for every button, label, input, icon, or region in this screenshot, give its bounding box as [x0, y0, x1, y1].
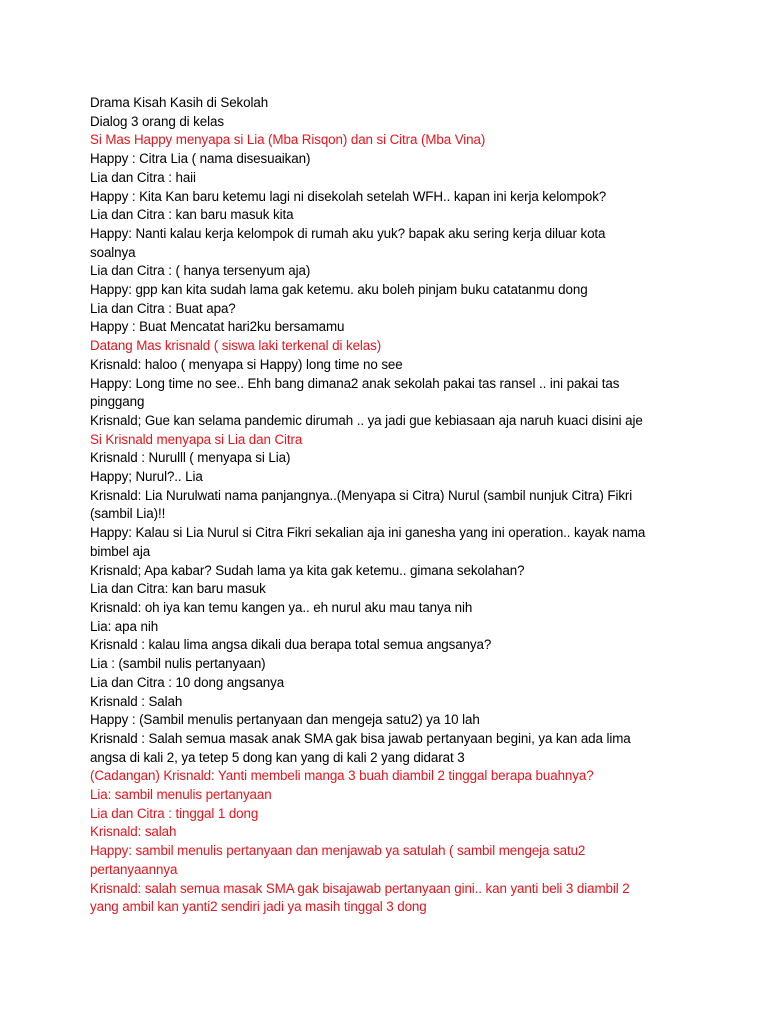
dialog-line: Happy : (Sambil menulis pertanyaan dan mengeja satu2) ya 10 lah	[90, 712, 480, 728]
dialog-line: Krisnald : Salah semua masak anak SMA gak bisa jawab pertanyaan begini, ya kan ada lima	[90, 730, 631, 746]
dialog-line: Krisnald: haloo ( menyapa si Happy) long time no see	[90, 356, 403, 372]
dialog-line: Lia dan Citra : haii	[90, 169, 196, 185]
stage-direction-line: Krisnald: salah semua masak SMA gak bisajawab pertanyaan gini.. kan yanti beli 3 diambil 2	[90, 880, 630, 896]
dialog-line: Krisnald; Gue kan selama pandemic dirumah .. ya jadi gue kebiasaan aja naruh kuaci disini aje	[90, 412, 643, 428]
dialog-line: Drama Kisah Kasih di Sekolah	[90, 95, 269, 110]
dialog-line: Lia : (sambil nulis pertanyaan)	[90, 656, 266, 672]
stage-direction-line: Si Krisnald menyapa si Lia dan Citra	[90, 431, 303, 447]
dialog-line: Lia dan Citra : ( hanya tersenyum aja)	[90, 263, 311, 279]
dialog-line: Happy: gpp kan kita sudah lama gak ketemu. aku boleh pinjam buku catatanmu dong	[90, 282, 588, 298]
dialog-line: Happy : Kita Kan baru ketemu lagi ni disekolah setelah WFH.. kapan ini kerja kelompok?	[90, 188, 607, 204]
dialog-line: Happy; Nurul?.. Lia	[90, 469, 203, 485]
dialog-line: Happy: Nanti kalau kerja kelompok di rumah aku yuk? bapak aku sering kerja diluar kota	[90, 225, 606, 241]
stage-direction-line: Happy: sambil menulis pertanyaan dan menjawab ya satulah ( sambil mengeja satu2	[90, 843, 586, 859]
dialog-line: Lia dan Citra : kan baru masuk kita	[90, 207, 294, 223]
dialog-script	[90, 94, 690, 917]
stage-direction-line: (Cadangan) Krisnald: Yanti membeli manga 3 buah diambil 2 tinggal berapa buahnya?	[90, 768, 594, 784]
dialog-line: Happy: Kalau si Lia Nurul si Citra Fikri sekalian aja ini ganesha yang ini operation.. kayak nama	[90, 525, 646, 541]
dialog-line: angsa di kali 2, ya tetep 5 dong kan yang di kali 2 yang didarat 3	[90, 749, 465, 765]
stage-direction-line: Si Mas Happy menyapa si Lia (Mba Risqon) dan si Citra (Mba Vina)	[90, 132, 486, 148]
dialog-line: Lia dan Citra: kan baru masuk	[90, 581, 266, 597]
stage-direction-line: Lia: sambil menulis pertanyaan	[90, 787, 272, 803]
dialog-line: Krisnald: oh iya kan temu kangen ya.. eh nurul aku mau tanya nih	[90, 599, 473, 615]
dialog-line: Dialog 3 orang di kelas	[90, 113, 224, 129]
stage-direction-line: Datang Mas krisnald ( siswa laki terkenal di kelas)	[90, 338, 382, 354]
dialog-line: Lia: apa nih	[90, 618, 159, 634]
dialog-line: Happy : Citra Lia ( nama disesuaikan)	[90, 151, 311, 167]
dialog-line: Happy: Long time no see.. Ehh bang dimana2 anak sekolah pakai tas ransel .. ini pakai tas	[90, 375, 620, 391]
dialog-line: Lia dan Citra : 10 dong angsanya	[90, 674, 285, 690]
stage-direction-line: Lia dan Citra : tinggal 1 dong	[90, 805, 259, 821]
dialog-line: Happy : Buat Mencatat hari2ku bersamamu	[90, 319, 345, 335]
dialog-line: Krisnald : kalau lima angsa dikali dua berapa total semua angsanya?	[90, 637, 492, 653]
dialog-line: (sambil Lia)!!	[90, 506, 166, 522]
dialog-line: Krisnald: Lia Nurulwati nama panjangnya..(Menyapa si Citra) Nurul (sambil nunjuk Citra) Fikri	[90, 487, 633, 503]
stage-direction-line: Krisnald: salah	[90, 824, 177, 840]
dialog-line: bimbel aja	[90, 543, 151, 559]
dialog-line: pinggang	[90, 394, 145, 410]
stage-direction-line: pertanyaannya	[90, 861, 178, 877]
dialog-line: Krisnald; Apa kabar? Sudah lama ya kita gak ketemu.. gimana sekolahan?	[90, 562, 525, 578]
dialog-line: Krisnald : Salah	[90, 693, 183, 709]
dialog-line: Krisnald : Nurulll ( menyapa si Lia)	[90, 450, 291, 466]
stage-direction-line: yang ambil kan yanti2 sendiri jadi ya masih tinggal 3 dong	[90, 899, 427, 915]
dialog-line: Lia dan Citra : Buat apa?	[90, 300, 236, 316]
dialog-line: soalnya	[90, 244, 136, 260]
